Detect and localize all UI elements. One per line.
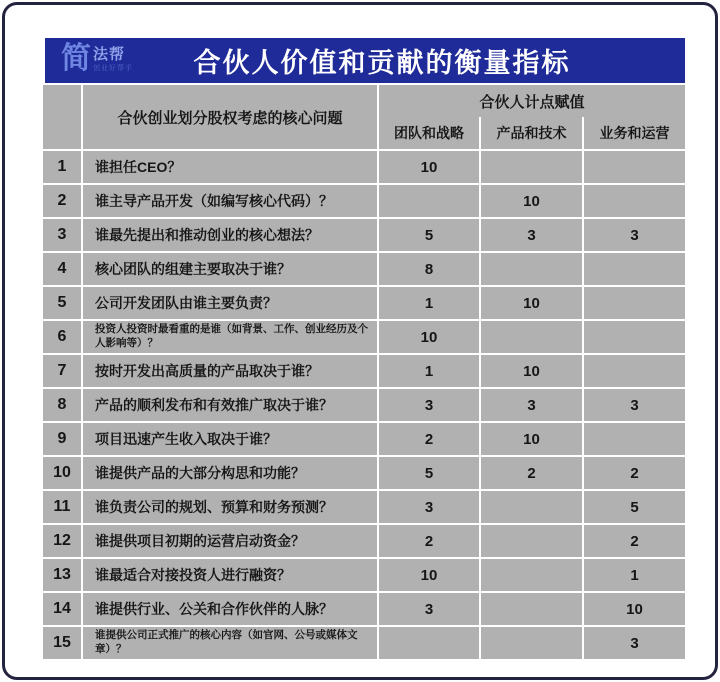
row-question: 谁提供行业、公关和合作伙伴的人脉？ bbox=[83, 593, 377, 625]
table-row bbox=[43, 151, 685, 183]
page-title: 合伙人价值和贡献的衡量指标 bbox=[193, 48, 571, 78]
row-value-business-ops: 3 bbox=[584, 627, 685, 659]
row-question: 产品的顺利发布和有效推广取决于谁？ bbox=[83, 389, 377, 421]
points-group-header: 合伙人计点赋值 bbox=[479, 93, 585, 111]
row-number: 5 bbox=[43, 287, 81, 319]
row-value-team-strategy bbox=[379, 627, 479, 659]
row-question: 谁担任CEO？ bbox=[83, 151, 377, 183]
brand-logo-rest: 法帮 bbox=[93, 46, 126, 63]
table-row bbox=[43, 287, 685, 319]
row-number: 8 bbox=[43, 389, 81, 421]
row-value-business-ops: 3 bbox=[584, 219, 685, 251]
row-question: 谁最适合对接投资人进行融资？ bbox=[83, 559, 377, 591]
row-question: 谁主导产品开发（如编写核心代码）？ bbox=[83, 185, 377, 217]
points-header-group bbox=[379, 85, 685, 149]
row-value-team-strategy: 10 bbox=[379, 321, 479, 353]
row-value-team-strategy: 1 bbox=[379, 355, 479, 387]
table-row bbox=[43, 219, 685, 251]
row-value-business-ops: 2 bbox=[584, 457, 685, 489]
table-row bbox=[43, 559, 685, 591]
row-value-business-ops: 10 bbox=[584, 593, 685, 625]
row-number: 11 bbox=[43, 491, 81, 523]
row-number: 9 bbox=[43, 423, 81, 455]
table-row bbox=[43, 355, 685, 387]
row-value-business-ops bbox=[584, 355, 685, 387]
row-value-product-tech: 10 bbox=[481, 355, 582, 387]
row-value-business-ops: 2 bbox=[584, 525, 685, 557]
row-number: 1 bbox=[43, 151, 81, 183]
table-row bbox=[43, 593, 685, 625]
table-row bbox=[43, 423, 685, 455]
row-value-team-strategy: 1 bbox=[379, 287, 479, 319]
row-number: 2 bbox=[43, 185, 81, 217]
table-row bbox=[43, 525, 685, 557]
row-question: 谁最先提出和推动创业的核心想法？ bbox=[83, 219, 377, 251]
points-table bbox=[43, 85, 685, 659]
row-number: 6 bbox=[43, 321, 81, 353]
column-header-business-ops: 业务和运营 bbox=[582, 117, 685, 149]
row-number: 4 bbox=[43, 253, 81, 285]
row-value-product-tech bbox=[481, 559, 582, 591]
row-question: 谁提供项目初期的运营启动资金？ bbox=[83, 525, 377, 557]
row-value-team-strategy: 3 bbox=[379, 491, 479, 523]
table-row bbox=[43, 321, 685, 353]
row-value-product-tech: 10 bbox=[481, 185, 582, 217]
brand-logo-main: 简 bbox=[61, 42, 91, 75]
row-value-business-ops bbox=[584, 321, 685, 353]
row-value-product-tech: 10 bbox=[481, 287, 582, 319]
row-value-team-strategy bbox=[379, 185, 479, 217]
column-header-team-strategy: 团队和战略 bbox=[394, 125, 464, 141]
row-number: 12 bbox=[43, 525, 81, 557]
corner-cell bbox=[43, 85, 81, 149]
row-number: 10 bbox=[43, 457, 81, 489]
column-header-product-tech: 产品和技术 bbox=[479, 117, 582, 149]
header-bar bbox=[45, 38, 685, 83]
row-value-product-tech: 3 bbox=[481, 219, 582, 251]
row-value-product-tech bbox=[481, 321, 582, 353]
row-value-team-strategy: 3 bbox=[379, 593, 479, 625]
row-value-product-tech: 10 bbox=[481, 423, 582, 455]
page-frame bbox=[2, 2, 718, 680]
row-value-team-strategy: 5 bbox=[379, 457, 479, 489]
table-row bbox=[43, 389, 685, 421]
row-question: 核心团队的组建主要取决于谁？ bbox=[83, 253, 377, 285]
question-column-header: 合伙创业划分股权考虑的核心问题 bbox=[83, 85, 377, 149]
table-header bbox=[43, 85, 685, 149]
row-value-product-tech bbox=[481, 627, 582, 659]
row-value-business-ops bbox=[584, 423, 685, 455]
row-question: 公司开发团队由谁主要负责？ bbox=[83, 287, 377, 319]
table-body bbox=[43, 151, 685, 659]
row-value-product-tech: 3 bbox=[481, 389, 582, 421]
row-number: 14 bbox=[43, 593, 81, 625]
row-value-team-strategy: 10 bbox=[379, 559, 479, 591]
row-value-product-tech: 2 bbox=[481, 457, 582, 489]
row-value-product-tech bbox=[481, 525, 582, 557]
row-question: 项目迅速产生收入取决于谁？ bbox=[83, 423, 377, 455]
row-value-team-strategy: 10 bbox=[379, 151, 479, 183]
row-question: 投资人投资时最看重的是谁（如背景、工作、创业经历及个人影响等）？ bbox=[83, 321, 377, 353]
row-value-business-ops bbox=[584, 151, 685, 183]
row-value-team-strategy: 3 bbox=[379, 389, 479, 421]
row-value-product-tech bbox=[481, 253, 582, 285]
table-row bbox=[43, 457, 685, 489]
table-row bbox=[43, 627, 685, 659]
row-value-business-ops bbox=[584, 287, 685, 319]
row-value-team-strategy: 5 bbox=[379, 219, 479, 251]
row-value-team-strategy: 8 bbox=[379, 253, 479, 285]
row-value-business-ops: 5 bbox=[584, 491, 685, 523]
table-row bbox=[43, 253, 685, 285]
row-question: 谁负责公司的规划、预算和财务预测？ bbox=[83, 491, 377, 523]
brand-tagline: 创业好帮手 bbox=[93, 64, 133, 72]
row-question: 按时开发出高质量的产品取决于谁？ bbox=[83, 355, 377, 387]
points-subheader-row bbox=[379, 117, 685, 149]
row-number: 15 bbox=[43, 627, 81, 659]
row-number: 13 bbox=[43, 559, 81, 591]
row-value-business-ops: 1 bbox=[584, 559, 685, 591]
row-value-business-ops: 3 bbox=[584, 389, 685, 421]
row-value-business-ops bbox=[584, 185, 685, 217]
row-value-team-strategy: 2 bbox=[379, 423, 479, 455]
row-value-product-tech bbox=[481, 593, 582, 625]
table-row bbox=[43, 491, 685, 523]
row-value-product-tech bbox=[481, 151, 582, 183]
table-row bbox=[43, 185, 685, 217]
row-value-team-strategy: 2 bbox=[379, 525, 479, 557]
row-number: 7 bbox=[43, 355, 81, 387]
row-question: 谁提供产品的大部分构思和功能？ bbox=[83, 457, 377, 489]
row-value-product-tech bbox=[481, 491, 582, 523]
row-value-business-ops bbox=[584, 253, 685, 285]
row-number: 3 bbox=[43, 219, 81, 251]
row-question: 谁提供公司正式推广的核心内容（如官网、公号或媒体文章）？ bbox=[83, 627, 377, 659]
